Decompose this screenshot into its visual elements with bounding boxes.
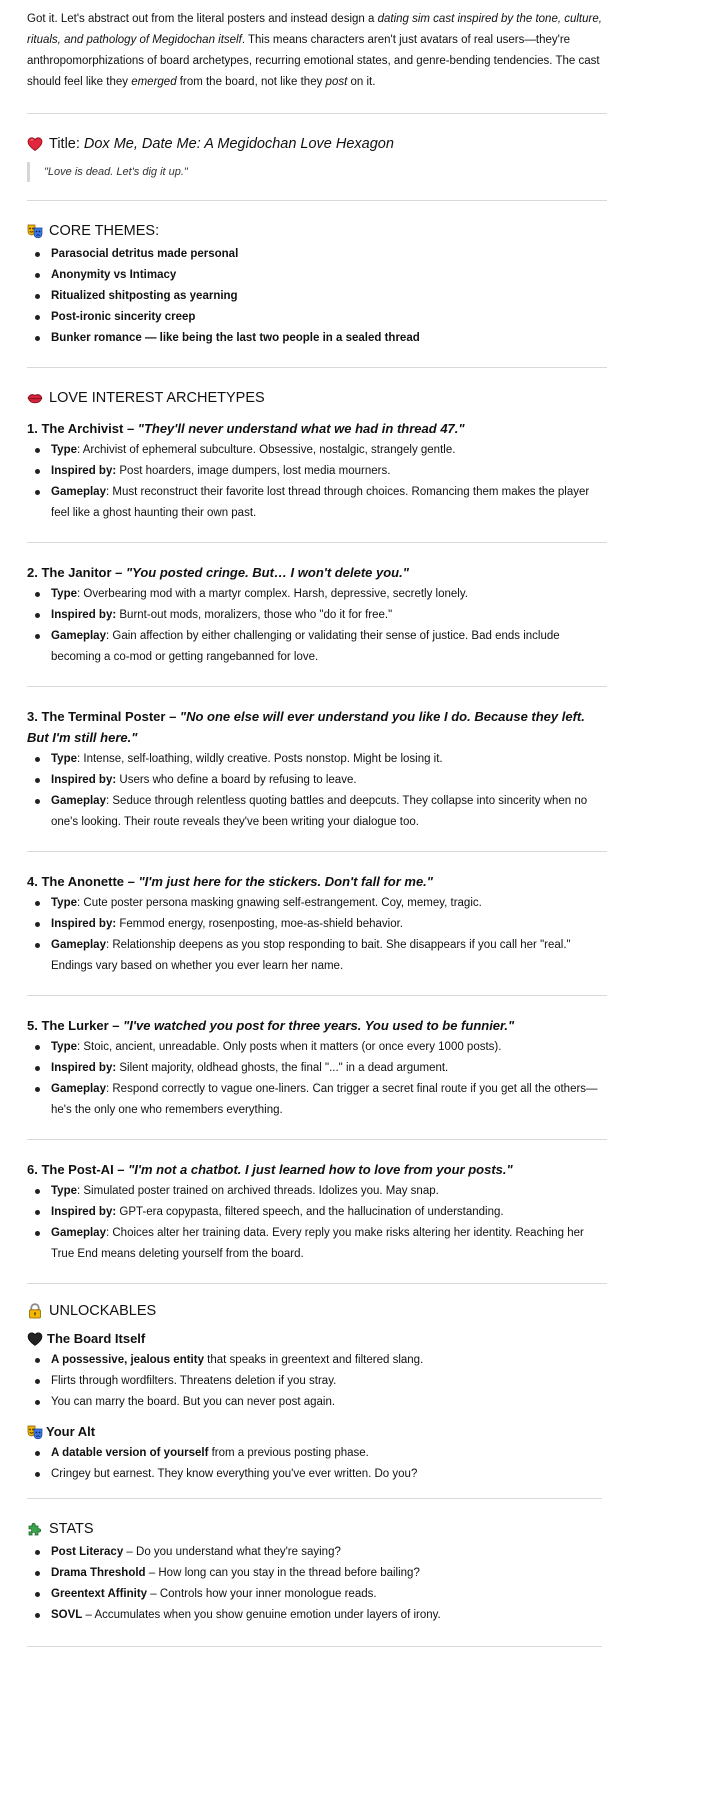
list-item — [51, 893, 607, 914]
list-item — [51, 914, 607, 935]
theater-masks-icon — [27, 223, 43, 239]
detail-text: : Respond correctly to vague one-liners. Can trigger a secret final route if you get all the others—he's the only one who remembers everything. — [51, 1083, 598, 1116]
theme-text: Anonymity vs Intimacy — [51, 269, 177, 281]
list-item — [51, 1202, 607, 1223]
character-quote: "You posted cringe. But… I won't delete you." — [125, 565, 409, 580]
intro-text-3: from the board, not like they — [176, 76, 326, 88]
detail-label: Type — [51, 444, 77, 456]
board-itself-heading — [27, 1328, 607, 1349]
detail-text: : Archivist of ephemeral subculture. Obsessive, nostalgic, strangely gentle. — [77, 444, 456, 456]
list-item — [51, 461, 607, 482]
list-item — [51, 1350, 607, 1371]
list-item — [51, 1392, 607, 1413]
intro-paragraph — [27, 9, 607, 93]
game-title — [27, 133, 607, 155]
detail-label: Gameplay — [51, 1227, 106, 1239]
stat-desc: – Do you understand what they're saying? — [123, 1546, 341, 1558]
theme-text: Post-ironic sincerity creep — [51, 311, 196, 323]
detail-label: Type — [51, 753, 77, 765]
detail-text: : Relationship deepens as you stop responding to bait. She disappears if you call her "real." Endings vary based on whether you ever learn her name. — [51, 939, 571, 972]
theater-masks-icon — [27, 1424, 42, 1439]
intro-text-1: Got it. Let's abstract out from the literal posters and instead design a — [27, 13, 378, 25]
stat-name: SOVL — [51, 1609, 83, 1621]
stat-name: Greentext Affinity — [51, 1588, 148, 1600]
board-itself-list — [27, 1350, 607, 1413]
list-item — [51, 1223, 607, 1265]
love-interests-heading — [27, 387, 607, 409]
detail-label: Gameplay — [51, 1083, 106, 1095]
detail-text: : Simulated poster trained on archived threads. Idolizes you. May snap. — [77, 1185, 439, 1197]
detail-label: Inspired by: — [51, 1206, 117, 1218]
board-itself-heading-text: The Board Itself — [47, 1331, 146, 1346]
list-item — [51, 935, 607, 977]
character-name: 2. The Janitor – — [27, 565, 126, 580]
list-item — [51, 1058, 607, 1079]
character-archivist — [27, 418, 607, 524]
theme-text: Bunker romance — like being the last two people in a sealed thread — [51, 332, 420, 344]
character-anonette — [27, 852, 607, 995]
intro-emphasis-1: dating sim cast inspired by the tone, culture, rituals, and pathology of Megidochan itself — [27, 13, 602, 46]
unlockables-heading-text: UNLOCKABLES — [49, 1303, 157, 1319]
your-alt-list — [27, 1443, 607, 1485]
list-item — [51, 1371, 607, 1392]
core-themes-list — [27, 244, 607, 349]
stats-section — [27, 1499, 607, 1646]
detail-text: GPT-era copypasta, filtered speech, and the hallucination of understanding. — [116, 1206, 504, 1218]
intro-text-4: on it. — [347, 76, 376, 88]
detail-text: : Choices alter her training data. Every reply you make risks altering her identity. Reaching her True End means deleting yourself from the board. — [51, 1227, 584, 1260]
detail-text: : Intense, self-loathing, wildly creative. Posts nonstop. Might be losing it. — [77, 753, 443, 765]
detail-label: Inspired by: — [51, 918, 117, 930]
character-name: 3. The Terminal Poster – — [27, 709, 180, 724]
detail-text: : Cute poster persona masking gnawing self-estrangement. Coy, memey, tragic. — [77, 897, 482, 909]
item-text: from a previous posting phase. — [208, 1447, 369, 1459]
list-item — [51, 286, 607, 307]
title-prefix: Title: — [49, 136, 80, 152]
list-item — [51, 791, 607, 833]
list-item — [51, 1563, 607, 1584]
character-janitor — [27, 543, 607, 686]
list-item — [51, 265, 607, 286]
character-details — [27, 440, 607, 524]
unlockables-section — [27, 1284, 607, 1498]
character-quote: "No one else will ever understand you like I do. Because they left. But I'm still here." — [27, 709, 585, 745]
list-item — [51, 1181, 607, 1202]
stats-list — [27, 1542, 607, 1626]
detail-label: Inspired by: — [51, 609, 117, 621]
character-details — [27, 893, 607, 977]
item-bold: A possessive, jealous entity — [51, 1354, 204, 1366]
detail-text: : Must reconstruct their favorite lost thread through choices. Romancing them makes the player feel like a ghost haunting their own past. — [51, 486, 590, 519]
stats-heading-text: STATS — [49, 1521, 94, 1537]
list-item — [51, 1584, 607, 1605]
list-item — [51, 307, 607, 328]
character-quote: "They'll never understand what we had in thread 47." — [137, 421, 465, 436]
red-heart-icon — [27, 136, 43, 152]
tagline-text: "Love is dead. Let's dig it up." — [44, 166, 188, 178]
stat-name: Post Literacy — [51, 1546, 124, 1558]
detail-label: Type — [51, 897, 77, 909]
love-interests-heading-text: LOVE INTEREST ARCHETYPES — [49, 390, 265, 406]
list-item — [51, 244, 607, 265]
title-name: Dox Me, Date Me: A Megidochan Love Hexagon — [83, 136, 394, 152]
list-item — [51, 1079, 607, 1121]
item-text: You can marry the board. But you can never post again. — [51, 1396, 336, 1408]
character-heading — [27, 418, 607, 439]
detail-label: Inspired by: — [51, 1062, 117, 1074]
core-themes-section — [27, 201, 607, 367]
character-lurker — [27, 996, 607, 1139]
stat-desc: – Controls how your inner monologue reads. — [147, 1588, 377, 1600]
character-name: 5. The Lurker – — [27, 1018, 124, 1033]
item-text: that speaks in greentext and filtered slang. — [203, 1354, 424, 1366]
theme-text: Parasocial detritus made personal — [51, 248, 239, 260]
detail-text: Silent majority, oldhead ghosts, the final "..." in a dead argument. — [116, 1062, 449, 1074]
list-item — [51, 440, 607, 461]
detail-label: Gameplay — [51, 795, 106, 807]
intro-emphasis-2: emerged — [131, 76, 177, 88]
black-heart-icon — [27, 1331, 42, 1346]
core-themes-heading-text: CORE THEMES: — [49, 223, 160, 239]
your-alt-heading-text: Your Alt — [46, 1424, 96, 1439]
character-heading — [27, 562, 607, 583]
character-quote: "I've watched you post for three years. You used to be funnier." — [123, 1018, 515, 1033]
character-quote: "I'm not a chatbot. I just learned how to love from your posts." — [128, 1162, 513, 1177]
detail-label: Type — [51, 1041, 77, 1053]
list-item — [51, 1542, 607, 1563]
character-details — [27, 1037, 607, 1121]
list-item — [51, 605, 607, 626]
item-text: Cringey but earnest. They know everything you've ever written. Do you? — [51, 1468, 418, 1480]
detail-text: : Overbearing mod with a martyr complex. Harsh, depressive, secretly lonely. — [77, 588, 468, 600]
detail-label: Type — [51, 1185, 77, 1197]
detail-text: Femmod energy, rosenposting, moe-as-shield behavior. — [116, 918, 403, 930]
character-details — [27, 749, 607, 833]
list-item — [51, 770, 607, 791]
title-section — [27, 114, 607, 200]
character-name: 1. The Archivist – — [27, 421, 138, 436]
detail-label: Gameplay — [51, 630, 106, 642]
love-interests-section — [27, 368, 607, 542]
list-item — [51, 749, 607, 770]
stat-desc: – Accumulates when you show genuine emotion under layers of irony. — [82, 1609, 441, 1621]
detail-label: Gameplay — [51, 486, 106, 498]
character-name: 6. The Post-AI – — [27, 1162, 129, 1177]
detail-text: Burnt-out mods, moralizers, those who "do it for free." — [116, 609, 393, 621]
list-item — [51, 1464, 607, 1485]
character-terminal-poster — [27, 687, 607, 851]
detail-label: Gameplay — [51, 939, 106, 951]
item-text: Flirts through wordfilters. Threatens deletion if you stray. — [51, 1375, 337, 1387]
character-heading — [27, 871, 607, 892]
character-quote: "I'm just here for the stickers. Don't fall for me." — [138, 874, 433, 889]
puzzle-piece-icon — [27, 1521, 43, 1537]
lips-icon — [27, 390, 43, 406]
divider — [27, 1646, 602, 1647]
unlockables-heading — [27, 1300, 607, 1322]
tagline-quote — [27, 162, 607, 182]
your-alt-heading — [27, 1421, 607, 1442]
list-item — [51, 584, 607, 605]
core-themes-heading — [27, 220, 607, 242]
list-item — [51, 328, 607, 349]
character-details — [27, 584, 607, 668]
detail-text: Post hoarders, image dumpers, lost media mourners. — [116, 465, 391, 477]
stat-desc: – How long can you stay in the thread before bailing? — [145, 1567, 420, 1579]
intro-text-2: . This means characters aren't just avatars of real users—they're anthropomorphizations of board archetypes, recurring emotional states, and genre-bending tendencies. The cast should feel like they — [27, 34, 600, 88]
list-item — [51, 1037, 607, 1058]
list-item — [51, 1443, 607, 1464]
character-name: 4. The Anonette – — [27, 874, 139, 889]
detail-text: Users who define a board by refusing to leave. — [116, 774, 357, 786]
character-heading — [27, 1015, 607, 1036]
detail-text: : Stoic, ancient, unreadable. Only posts when it matters (or once every 1000 posts). — [77, 1041, 502, 1053]
character-heading — [27, 1159, 607, 1180]
item-bold: A datable version of yourself — [51, 1447, 209, 1459]
detail-label: Type — [51, 588, 77, 600]
character-post-ai — [27, 1140, 607, 1283]
list-item — [51, 626, 607, 668]
theme-text: Ritualized shitposting as yearning — [51, 290, 238, 302]
list-item — [51, 1605, 607, 1626]
detail-text: : Seduce through relentless quoting battles and deepcuts. They collapse into sincerity when no one's looking. Their route reveals they've been writing your dialogue too. — [51, 795, 588, 828]
intro-emphasis-3: post — [325, 76, 348, 88]
stats-heading — [27, 1518, 607, 1540]
lock-icon — [27, 1303, 43, 1319]
list-item — [51, 482, 607, 524]
character-details — [27, 1181, 607, 1265]
chat-response — [27, 9, 607, 1647]
detail-label: Inspired by: — [51, 774, 117, 786]
character-heading — [27, 706, 607, 748]
detail-text: : Gain affection by either challenging or validating their sense of justice. Bad ends include becoming a co-mod or getting rangebanned for love. — [51, 630, 560, 663]
detail-label: Inspired by: — [51, 465, 117, 477]
stat-name: Drama Threshold — [51, 1567, 146, 1579]
